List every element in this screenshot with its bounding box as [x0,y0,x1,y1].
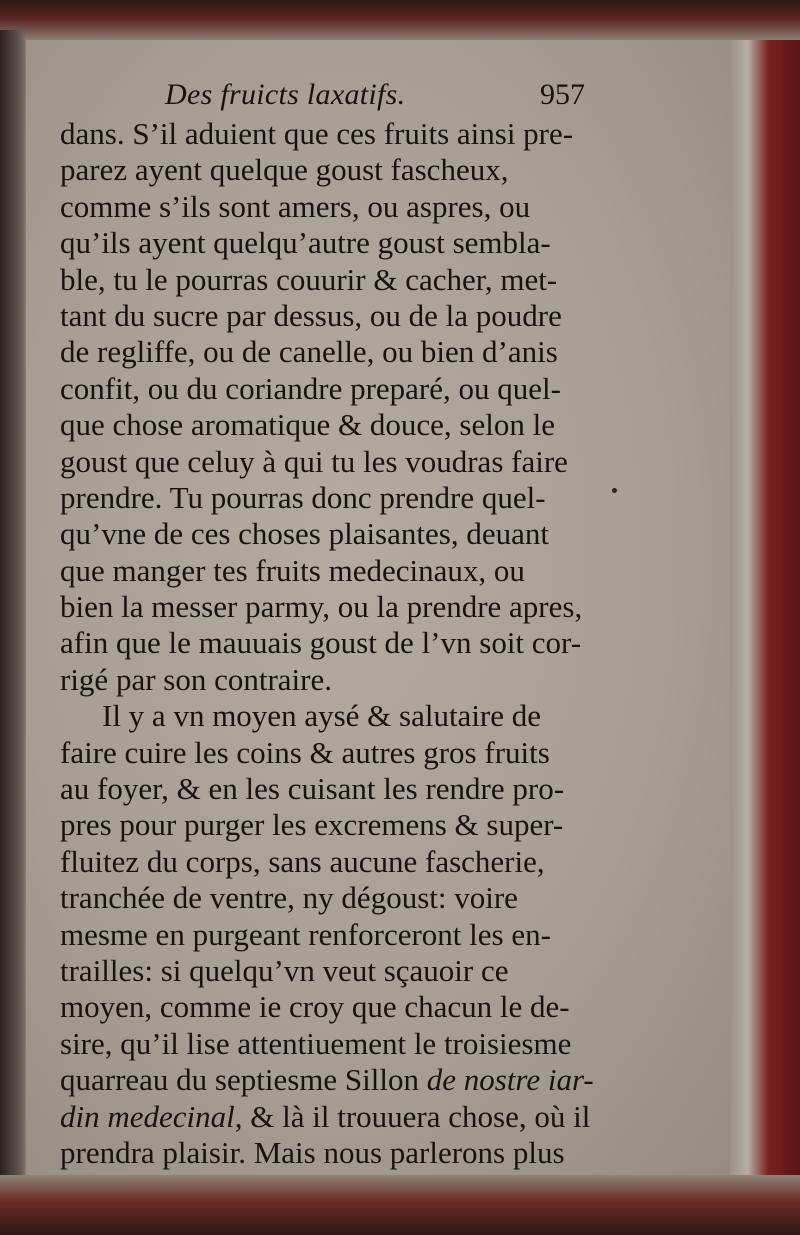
page-number: 957 [540,78,585,111]
text-line: de regliffe, ou de canelle, ou bien d’anis [60,334,558,370]
ink-spot [612,488,617,493]
text-line: tant du sucre par dessus, ou de la poudre [60,297,562,333]
text-line: qu’ils ayent quelqu’autre goust sembla- [60,225,551,261]
text-line [60,1062,620,1098]
text-line: faire cuire les coins & autres gros fruits [60,734,550,770]
text-line: moyen, comme ie croy que chacun le de- [60,989,570,1025]
text-line: prendre. Tu pourras donc prendre quel- [60,479,546,515]
text-line [60,1099,620,1135]
left-page-shadow [0,30,26,1180]
top-edge [0,0,800,40]
text-line: bien la messer parmy, ou la prendre apres, [60,589,583,625]
paragraph-start-line: Il y a vn moyen aysé & salutaire de [102,698,542,734]
body-text [60,116,620,1171]
text-line: trailles: si quelqu’vn veut sçauoir ce [60,952,509,988]
text-line: que manger tes fruits medecinaux, ou [60,552,525,588]
text-line: dans. S’il aduient que ces fruits ainsi pre- [60,116,574,151]
text-line: confit, ou du coriandre preparé, ou quel- [60,370,561,406]
italic-phrase: de nostre iar- [426,1062,594,1098]
text-line: qu’vne de ces choses plaisantes, deuant [60,516,549,552]
text-line: au foyer, & en les cuisant les rendre pro- [60,771,565,807]
text-line: goust que celuy à qui tu les voudras faire [60,443,568,479]
text-line: ble, tu le pourras couurir & cacher, met- [60,261,558,297]
italic-phrase: din medecinal [60,1098,235,1134]
text-line: fluitez du corps, sans aucune fascherie, [60,843,545,879]
text-line: parez ayent quelque goust fascheux, [60,152,509,188]
text-line: mesme en purgeant renforceront les en- [60,916,551,952]
text-segment: quarreau du septiesme Sillon [60,1062,419,1098]
text-line: tranchée de ventre, ny dégoust: voire [60,880,518,916]
text-line: rigé par son contraire. [60,661,332,697]
bottom-edge [0,1175,800,1235]
text-line: que chose aromatique & douce, selon le [60,407,555,443]
text-line: pres pour purger les excremens & super- [60,807,564,843]
text-line: prendra plaisir. Mais nous parlerons plus [60,1134,565,1170]
page-header [165,78,585,118]
text-line: comme s’ils sont amers, ou aspres, ou [60,188,531,224]
text-segment: , & là il trouuera chose, où il [234,1098,591,1134]
right-binding-edge [730,40,800,1180]
text-line: sire, qu’il lise attentiuement le troisiesme [60,1025,572,1061]
running-title: Des fruicts laxatifs. [165,78,406,111]
text-line: afin que le mauuais goust de l’vn soit cor- [60,625,582,661]
